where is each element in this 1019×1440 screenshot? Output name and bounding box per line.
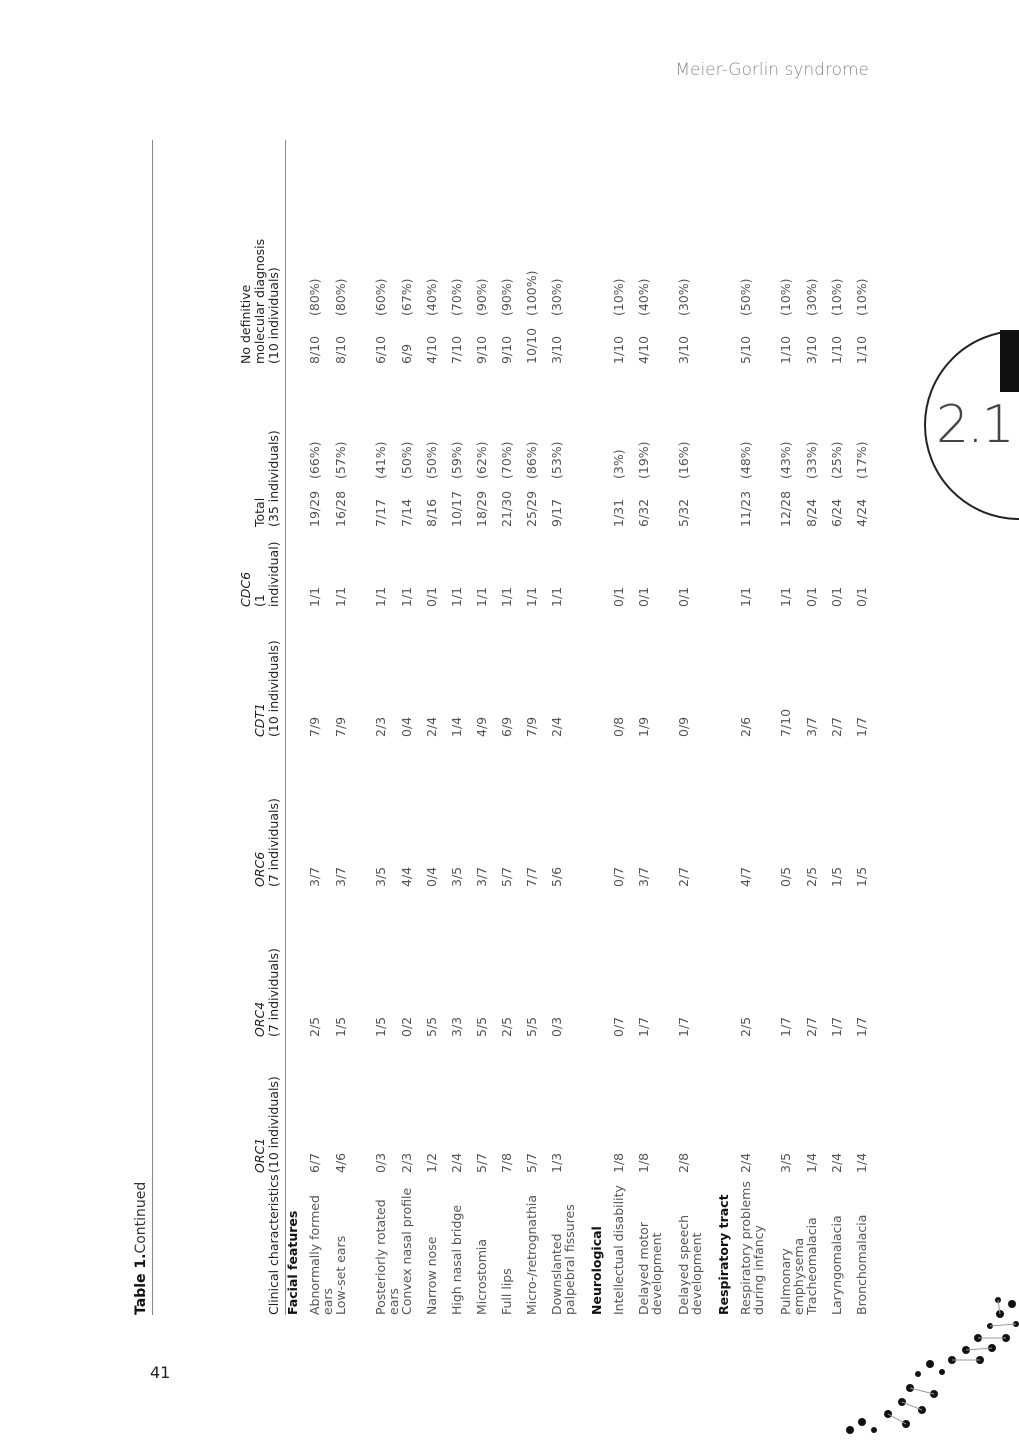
cell-total-count: 10/17 bbox=[449, 490, 464, 527]
table-block bbox=[130, 140, 869, 1315]
cell-nodef-count: 7/10 bbox=[449, 335, 464, 364]
table-row bbox=[612, 140, 637, 1315]
cell-cdt1: 2/7 bbox=[829, 716, 844, 737]
cell-total-percent: (48%) bbox=[738, 441, 753, 479]
cell-total-percent: (43%) bbox=[778, 441, 793, 479]
cell-nodef-percent: (70%) bbox=[449, 278, 464, 316]
cell-nodef bbox=[425, 140, 450, 364]
cell-orc4: 1/7 bbox=[829, 1016, 844, 1037]
cell-nodef-count: 1/10 bbox=[611, 335, 626, 364]
cell-cdc6: 0/1 bbox=[829, 586, 844, 607]
cell-total-percent: (70%) bbox=[499, 441, 514, 479]
cell-orc4: 2/7 bbox=[804, 1016, 819, 1037]
cell-total bbox=[425, 364, 450, 527]
cell-nodef bbox=[450, 140, 475, 364]
cell-label: Downslanted palpebral fissures bbox=[549, 1204, 577, 1315]
header-orc1: ORC1 (10 individuals) bbox=[153, 1037, 286, 1173]
cell-cdc6: 1/1 bbox=[738, 586, 753, 607]
cell-label: Full lips bbox=[499, 1268, 514, 1315]
cell-orc1: 3/5 bbox=[778, 1152, 793, 1173]
table-row bbox=[739, 140, 779, 1315]
cell-total-count: 6/32 bbox=[636, 498, 651, 527]
header-orc4: ORC4 (7 individuals) bbox=[153, 887, 286, 1037]
cell-nodef-percent: (10%) bbox=[778, 278, 793, 316]
chapter-tab-marker bbox=[1000, 330, 1019, 392]
cell-label: Laryngomalacia bbox=[829, 1215, 844, 1315]
cell-orc6: 4/4 bbox=[399, 866, 414, 887]
header-clinical: Clinical characteristics bbox=[153, 1173, 286, 1315]
cell-nodef bbox=[334, 140, 374, 364]
cell-cdt1: 7/9 bbox=[524, 716, 539, 737]
cell-nodef-count: 3/10 bbox=[676, 335, 691, 364]
section-heading: Respiratory tract bbox=[716, 1194, 731, 1315]
cell-label: Bronchomalacia bbox=[854, 1214, 869, 1315]
cell-nodef bbox=[500, 140, 525, 364]
cell-orc6: 0/4 bbox=[424, 866, 439, 887]
cell-nodef bbox=[612, 140, 637, 364]
table-row bbox=[400, 140, 425, 1315]
cell-label: Tracheomalacia bbox=[804, 1217, 819, 1315]
cell-orc1: 2/4 bbox=[829, 1152, 844, 1173]
cell-orc6: 0/5 bbox=[778, 866, 793, 887]
cell-total-count: 5/32 bbox=[676, 498, 691, 527]
table-row bbox=[550, 140, 590, 1315]
cell-nodef-percent: (50%) bbox=[738, 278, 753, 316]
table-section-row bbox=[590, 140, 612, 1315]
cell-cdt1: 0/4 bbox=[399, 716, 414, 737]
table-caption-text: Continued bbox=[133, 1181, 149, 1254]
cell-total bbox=[805, 364, 830, 527]
cell-cdt1: 2/4 bbox=[424, 716, 439, 737]
cell-nodef-count: 6/10 bbox=[373, 335, 388, 364]
cell-orc4: 2/5 bbox=[307, 1016, 322, 1037]
cell-orc1: 5/7 bbox=[524, 1152, 539, 1173]
table-row bbox=[779, 140, 805, 1315]
cell-orc4: 0/3 bbox=[549, 1016, 564, 1037]
cell-label: Delayed speech development bbox=[676, 1214, 704, 1315]
cell-cdc6: 1/1 bbox=[373, 586, 388, 607]
cell-total bbox=[500, 364, 525, 527]
table-row bbox=[500, 140, 525, 1315]
cell-total bbox=[374, 364, 400, 527]
cell-label: Microstomia bbox=[474, 1238, 489, 1315]
table-caption-label: Table 1. bbox=[133, 1253, 149, 1315]
cell-label: High nasal bridge bbox=[449, 1204, 464, 1315]
cell-orc6: 2/5 bbox=[804, 866, 819, 887]
cell-nodef bbox=[637, 140, 677, 364]
table-row bbox=[475, 140, 500, 1315]
table-row bbox=[637, 140, 677, 1315]
table-row bbox=[677, 140, 717, 1315]
cell-cdc6: 1/1 bbox=[449, 586, 464, 607]
cell-orc4: 1/7 bbox=[778, 1016, 793, 1037]
cell-cdc6: 1/1 bbox=[499, 586, 514, 607]
cell-orc4: 0/7 bbox=[611, 1016, 626, 1037]
section-heading: Facial features bbox=[285, 1210, 300, 1315]
cell-label: Pulmonary emphysema bbox=[778, 1237, 806, 1315]
cell-label: Low-set ears bbox=[333, 1235, 348, 1315]
cell-cdt1: 4/9 bbox=[474, 716, 489, 737]
cell-nodef bbox=[677, 140, 717, 364]
cell-nodef-count: 3/10 bbox=[549, 335, 564, 364]
cell-total bbox=[739, 364, 779, 527]
cell-orc6: 4/7 bbox=[738, 866, 753, 887]
cell-cdt1: 0/8 bbox=[611, 716, 626, 737]
table-section-row bbox=[717, 140, 739, 1315]
cell-orc6: 3/7 bbox=[333, 866, 348, 887]
cell-total-count: 7/14 bbox=[399, 498, 414, 527]
cell-total-count: 18/29 bbox=[474, 490, 489, 527]
table-row bbox=[334, 140, 374, 1315]
cell-nodef bbox=[525, 140, 550, 364]
cell-orc6: 3/5 bbox=[449, 866, 464, 887]
cell-orc1: 5/7 bbox=[474, 1152, 489, 1173]
cell-nodef-percent: (80%) bbox=[333, 278, 348, 316]
cell-orc1: 1/4 bbox=[854, 1152, 869, 1173]
cell-nodef bbox=[374, 140, 400, 364]
cell-cdt1: 1/7 bbox=[854, 716, 869, 737]
cell-orc4: 5/5 bbox=[424, 1016, 439, 1037]
cell-cdc6: 1/1 bbox=[549, 586, 564, 607]
cell-orc6: 3/7 bbox=[307, 866, 322, 887]
cell-total-count: 6/24 bbox=[829, 498, 844, 527]
cell-cdc6: 1/1 bbox=[333, 586, 348, 607]
cell-total bbox=[450, 364, 475, 527]
cell-cdc6: 0/1 bbox=[676, 586, 691, 607]
cell-orc1: 1/8 bbox=[611, 1152, 626, 1173]
cell-orc4: 1/5 bbox=[373, 1016, 388, 1037]
cell-total bbox=[855, 364, 880, 527]
cell-nodef-count: 4/10 bbox=[636, 335, 651, 364]
cell-nodef-percent: (40%) bbox=[424, 278, 439, 316]
cell-nodef-count: 1/10 bbox=[778, 335, 793, 364]
table-row bbox=[830, 140, 855, 1315]
cell-orc1: 1/4 bbox=[804, 1152, 819, 1173]
cell-orc4: 1/7 bbox=[636, 1016, 651, 1037]
cell-total-count: 11/23 bbox=[738, 490, 753, 527]
cell-total-percent: (50%) bbox=[424, 441, 439, 479]
header-no-definitive: No definitive molecular diagnosis (10 individuals) bbox=[153, 140, 286, 364]
table-row bbox=[374, 140, 400, 1315]
cell-total bbox=[308, 364, 334, 527]
cell-label: Intellectual disability bbox=[611, 1185, 626, 1315]
cell-total-percent: (33%) bbox=[804, 441, 819, 479]
cell-orc1: 7/8 bbox=[499, 1152, 514, 1173]
cell-nodef bbox=[475, 140, 500, 364]
cell-label: Abnormally formed ears bbox=[307, 1195, 335, 1315]
cell-total bbox=[830, 364, 855, 527]
cell-orc1: 2/3 bbox=[399, 1152, 414, 1173]
cell-total-count: 25/29 bbox=[524, 490, 539, 527]
cell-cdc6: 0/1 bbox=[804, 586, 819, 607]
cell-nodef-count: 5/10 bbox=[738, 335, 753, 364]
cell-nodef bbox=[855, 140, 880, 364]
cell-nodef-percent: (30%) bbox=[549, 278, 564, 316]
cell-label: Posteriorly rotated ears bbox=[373, 1199, 401, 1315]
cell-cdt1: 2/4 bbox=[549, 716, 564, 737]
cell-orc4: 1/5 bbox=[333, 1016, 348, 1037]
cell-cdc6: 0/1 bbox=[854, 586, 869, 607]
cell-nodef-percent: (100%) bbox=[524, 270, 539, 316]
cell-total bbox=[334, 364, 374, 527]
table-section-row bbox=[286, 140, 309, 1315]
table-caption bbox=[130, 140, 152, 1315]
cell-orc4: 2/5 bbox=[738, 1016, 753, 1037]
cell-nodef bbox=[739, 140, 779, 364]
table-row bbox=[525, 140, 550, 1315]
cell-nodef-count: 3/10 bbox=[804, 335, 819, 364]
cell-total-count: 19/29 bbox=[307, 490, 322, 527]
cell-total bbox=[475, 364, 500, 527]
cell-total-percent: (16%) bbox=[676, 441, 691, 479]
cell-total-percent: (25%) bbox=[829, 441, 844, 479]
cell-orc4: 2/5 bbox=[499, 1016, 514, 1037]
cell-nodef-percent: (90%) bbox=[499, 278, 514, 316]
cell-orc4: 5/5 bbox=[474, 1016, 489, 1037]
cell-cdt1: 0/9 bbox=[676, 716, 691, 737]
cell-nodef bbox=[400, 140, 425, 364]
cell-cdt1: 1/4 bbox=[449, 716, 464, 737]
cell-cdc6: 1/1 bbox=[778, 586, 793, 607]
page-number: 41 bbox=[150, 1363, 171, 1382]
cell-total bbox=[525, 364, 550, 527]
cell-total-percent: (19%) bbox=[636, 441, 651, 479]
cell-total-percent: (50%) bbox=[399, 441, 414, 479]
table-row bbox=[450, 140, 475, 1315]
cell-nodef-count: 9/10 bbox=[499, 335, 514, 364]
cell-cdt1: 2/6 bbox=[738, 716, 753, 737]
cell-cdt1: 2/3 bbox=[373, 716, 388, 737]
cell-orc6: 3/7 bbox=[474, 866, 489, 887]
cell-label: Delayed motor development bbox=[636, 1222, 664, 1315]
cell-cdc6: 0/1 bbox=[424, 586, 439, 607]
cell-orc6: 1/5 bbox=[829, 866, 844, 887]
cell-nodef-percent: (30%) bbox=[804, 278, 819, 316]
cell-nodef bbox=[830, 140, 855, 364]
cell-nodef-count: 1/10 bbox=[854, 335, 869, 364]
cell-total-count: 8/24 bbox=[804, 498, 819, 527]
cell-total-count: 21/30 bbox=[499, 490, 514, 527]
cell-total bbox=[677, 364, 717, 527]
header-cdc6: CDC6 (1 individual) bbox=[153, 527, 286, 607]
cell-cdc6: 0/1 bbox=[611, 586, 626, 607]
cell-nodef-percent: (67%) bbox=[399, 278, 414, 316]
cell-nodef bbox=[779, 140, 805, 364]
cell-nodef-percent: (90%) bbox=[474, 278, 489, 316]
section-heading: Neurological bbox=[589, 1226, 604, 1315]
cell-cdt1: 6/9 bbox=[499, 716, 514, 737]
cell-cdc6: 1/1 bbox=[399, 586, 414, 607]
cell-nodef-count: 10/10 bbox=[524, 327, 539, 364]
cell-label: Respiratory problems during infancy bbox=[738, 1181, 766, 1315]
cell-total-percent: (57%) bbox=[333, 441, 348, 479]
header-total: Total (35 individuals) bbox=[153, 364, 286, 527]
cell-cdt1: 7/10 bbox=[778, 708, 793, 737]
cell-orc4: 0/2 bbox=[399, 1016, 414, 1037]
cell-orc1: 1/3 bbox=[549, 1152, 564, 1173]
cell-total bbox=[400, 364, 425, 527]
cell-orc6: 3/7 bbox=[636, 866, 651, 887]
cell-total-count: 16/28 bbox=[333, 490, 348, 527]
cell-nodef-percent: (10%) bbox=[611, 278, 626, 316]
cell-orc4: 5/5 bbox=[524, 1016, 539, 1037]
table-row bbox=[855, 140, 880, 1315]
cell-orc4: 3/3 bbox=[449, 1016, 464, 1037]
table-row bbox=[425, 140, 450, 1315]
running-title: Meier-Gorlin syndrome bbox=[675, 60, 869, 80]
cell-total bbox=[612, 364, 637, 527]
cell-orc4: 1/7 bbox=[854, 1016, 869, 1037]
cell-cdc6: 1/1 bbox=[524, 586, 539, 607]
chapter-number: 2.1 bbox=[936, 395, 1013, 455]
cell-total-count: 9/17 bbox=[549, 498, 564, 527]
table-row bbox=[308, 140, 334, 1315]
cell-nodef-percent: (80%) bbox=[307, 278, 322, 316]
cell-nodef bbox=[805, 140, 830, 364]
cell-nodef-count: 6/9 bbox=[399, 343, 414, 364]
cell-total-percent: (59%) bbox=[449, 441, 464, 479]
cell-total-percent: (86%) bbox=[524, 441, 539, 479]
cell-nodef bbox=[308, 140, 334, 364]
cell-orc1: 6/7 bbox=[307, 1152, 322, 1173]
cell-total-percent: (3%) bbox=[611, 449, 626, 479]
cell-orc6: 0/7 bbox=[611, 866, 626, 887]
cell-total-count: 12/28 bbox=[778, 490, 793, 527]
cell-total bbox=[779, 364, 805, 527]
clinical-table bbox=[153, 140, 880, 1315]
header-cdt1: CDT1 (10 individuals) bbox=[153, 607, 286, 737]
cell-total-count: 7/17 bbox=[373, 498, 388, 527]
cell-total-count: 8/16 bbox=[424, 498, 439, 527]
cell-nodef-count: 9/10 bbox=[474, 335, 489, 364]
cell-nodef-percent: (10%) bbox=[829, 278, 844, 316]
cell-orc6: 3/5 bbox=[373, 866, 388, 887]
cell-orc1: 1/8 bbox=[636, 1152, 651, 1173]
cell-cdt1: 1/9 bbox=[636, 716, 651, 737]
table-header-row bbox=[153, 140, 286, 1315]
cell-nodef-count: 4/10 bbox=[424, 335, 439, 364]
cell-orc1: 2/4 bbox=[449, 1152, 464, 1173]
cell-nodef-percent: (60%) bbox=[373, 278, 388, 316]
cell-nodef-percent: (40%) bbox=[636, 278, 651, 316]
cell-nodef-count: 1/10 bbox=[829, 335, 844, 364]
cell-orc6: 2/7 bbox=[676, 866, 691, 887]
cell-total bbox=[550, 364, 590, 527]
cell-total-percent: (62%) bbox=[474, 441, 489, 479]
cell-nodef-count: 8/10 bbox=[333, 335, 348, 364]
cell-orc1: 1/2 bbox=[424, 1152, 439, 1173]
cell-orc1: 0/3 bbox=[373, 1152, 388, 1173]
cell-cdt1: 7/9 bbox=[307, 716, 322, 737]
cell-label: Narrow nose bbox=[424, 1236, 439, 1315]
header-orc6: ORC6 (7 individuals) bbox=[153, 737, 286, 887]
cell-orc6: 7/7 bbox=[524, 866, 539, 887]
cell-cdt1: 7/9 bbox=[333, 716, 348, 737]
cell-label: Micro-/retrognathia bbox=[524, 1194, 539, 1315]
cell-orc1: 2/4 bbox=[738, 1152, 753, 1173]
cell-cdc6: 1/1 bbox=[307, 586, 322, 607]
cell-total-count: 4/24 bbox=[854, 498, 869, 527]
cell-cdc6: 1/1 bbox=[474, 586, 489, 607]
cell-total-percent: (53%) bbox=[549, 441, 564, 479]
cell-total-percent: (41%) bbox=[373, 441, 388, 479]
cell-total-percent: (17%) bbox=[854, 441, 869, 479]
cell-orc1: 4/6 bbox=[333, 1152, 348, 1173]
cell-orc6: 5/7 bbox=[499, 866, 514, 887]
cell-nodef-percent: (10%) bbox=[854, 278, 869, 316]
cell-orc1: 2/8 bbox=[676, 1152, 691, 1173]
cell-cdc6: 0/1 bbox=[636, 586, 651, 607]
cell-cdt1: 3/7 bbox=[804, 716, 819, 737]
cell-orc6: 1/5 bbox=[854, 866, 869, 887]
table-row bbox=[805, 140, 830, 1315]
cell-total bbox=[637, 364, 677, 527]
cell-label: Convex nasal profile bbox=[399, 1187, 414, 1315]
cell-nodef-count: 8/10 bbox=[307, 335, 322, 364]
cell-total-percent: (66%) bbox=[307, 441, 322, 479]
cell-orc6: 5/6 bbox=[549, 866, 564, 887]
cell-nodef bbox=[550, 140, 590, 364]
cell-total-count: 1/31 bbox=[611, 498, 626, 527]
cell-nodef-percent: (30%) bbox=[676, 278, 691, 316]
cell-orc4: 1/7 bbox=[676, 1016, 691, 1037]
